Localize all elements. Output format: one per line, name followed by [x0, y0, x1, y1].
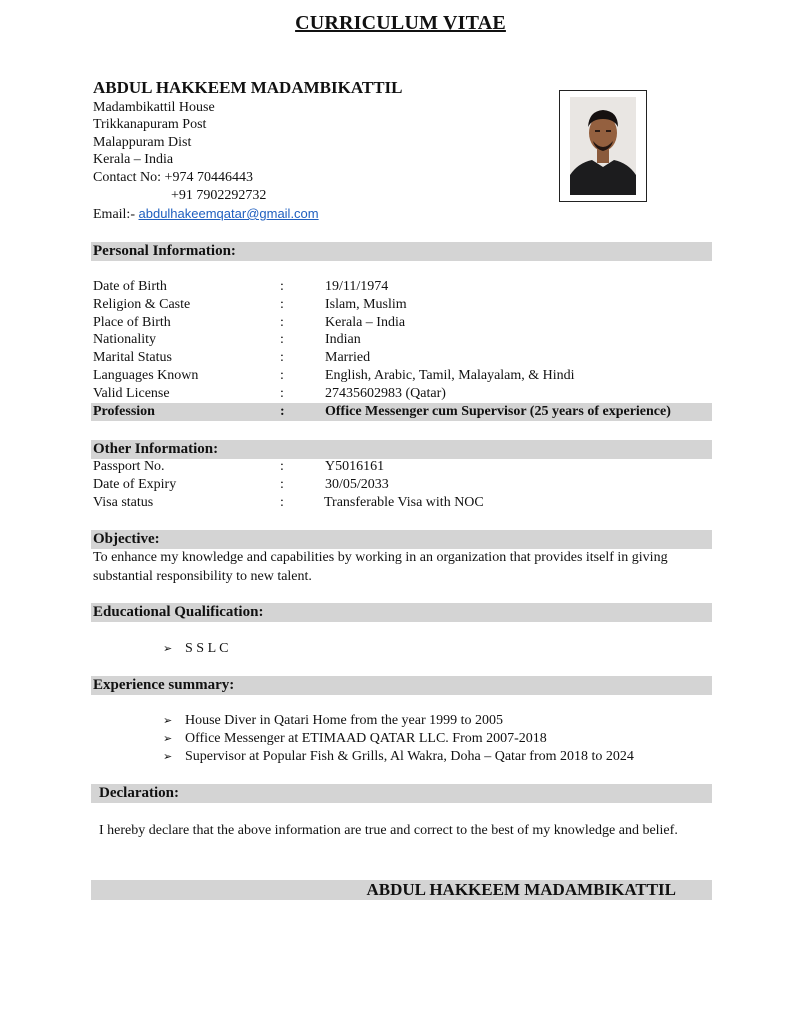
info-separator: : [280, 368, 284, 383]
info-value: Married [325, 350, 371, 365]
section-other-information [91, 440, 712, 459]
info-label: Marital Status [93, 350, 172, 365]
section-objective [91, 530, 712, 549]
contact-number-primary: Contact No: +974 70446443 [93, 170, 253, 185]
info-row-visa-status [93, 494, 713, 512]
info-row-passport [93, 458, 713, 476]
info-separator: : [280, 477, 284, 492]
info-row-valid-license [93, 385, 713, 403]
section-heading: Educational Qualification: [93, 604, 264, 620]
education-item [163, 640, 228, 658]
info-value: 19/11/1974 [325, 279, 389, 294]
info-row-religion [93, 296, 713, 314]
document-title: CURRICULUM VITAE [295, 12, 506, 34]
info-value: 30/05/2033 [325, 477, 389, 492]
arrowhead-bullet-icon: ➢ [163, 643, 173, 655]
info-value: English, Arabic, Tamil, Malayalam, & Hindi [325, 368, 575, 383]
info-row-date-of-expiry [93, 476, 713, 494]
info-row-marital-status [93, 349, 713, 367]
section-experience-summary [91, 676, 712, 695]
info-separator: : [280, 386, 284, 401]
info-row-languages [93, 367, 713, 385]
info-value: Office Messenger cum Supervisor (25 years of experience) [325, 404, 671, 419]
info-separator: : [280, 404, 285, 419]
section-heading: Declaration: [99, 785, 179, 801]
address-line-3: Malappuram Dist [93, 135, 192, 150]
declaration-text: I hereby declare that the above information are true and correct to the best of my knowledge and belief. [99, 823, 678, 838]
info-label: Place of Birth [93, 315, 171, 330]
info-label: Valid License [93, 386, 170, 401]
info-value: Kerala – India [325, 315, 406, 330]
experience-item [163, 730, 547, 748]
info-label: Date of Birth [93, 279, 167, 294]
section-heading: Experience summary: [93, 677, 235, 693]
info-value: Transferable Visa with NOC [324, 495, 484, 510]
info-separator: : [280, 495, 284, 510]
arrowhead-bullet-icon: ➢ [163, 715, 173, 727]
address-line-1: Madambikattil House [93, 100, 215, 115]
info-label: Date of Expiry [93, 477, 177, 492]
info-value: 27435602983 (Qatar) [325, 386, 446, 401]
section-declaration [91, 784, 712, 803]
address-line-4: Kerala – India [93, 152, 174, 167]
info-row-place-of-birth [93, 314, 713, 332]
info-label: Visa status [93, 495, 154, 510]
experience-item [163, 712, 503, 730]
arrowhead-bullet-icon: ➢ [163, 733, 173, 745]
info-separator: : [280, 279, 284, 294]
section-heading: Other Information: [93, 441, 219, 457]
info-separator: : [280, 297, 284, 312]
address-line-2: Trikkanapuram Post [93, 117, 207, 132]
experience-item [163, 748, 634, 766]
applicant-name: ABDUL HAKKEEM MADAMBIKATTIL [93, 78, 403, 97]
info-value: Indian [325, 332, 361, 347]
info-separator: : [280, 315, 284, 330]
education-item-text: S S L C [185, 641, 229, 656]
objective-text: To enhance my knowledge and capabilities by working in an organization that provides itself in giving substantial responsibility to new talent. [93, 550, 668, 584]
info-label: Passport No. [93, 459, 165, 474]
info-separator: : [280, 350, 284, 365]
info-label: Religion & Caste [93, 297, 191, 312]
info-row-profession [91, 403, 712, 421]
info-value: Y5016161 [325, 459, 385, 474]
contact-number-secondary: +91 7902292732 [171, 188, 267, 203]
experience-item-text: Supervisor at Popular Fish & Grills, Al Wakra, Doha – Qatar from 2018 to 2024 [185, 749, 634, 764]
section-heading: Personal Information: [93, 243, 236, 259]
info-separator: : [280, 459, 284, 474]
experience-item-text: House Diver in Qatari Home from the year 1999 to 2005 [185, 713, 504, 728]
info-label: Profession [93, 404, 155, 419]
profile-photo [559, 90, 647, 202]
info-value: Islam, Muslim [325, 297, 407, 312]
arrowhead-bullet-icon: ➢ [163, 751, 173, 763]
section-educational-qualification [91, 603, 712, 622]
info-row-nationality [93, 331, 713, 349]
section-personal-information [91, 242, 712, 261]
info-label: Languages Known [93, 368, 199, 383]
info-separator: : [280, 332, 284, 347]
email-row [93, 205, 319, 223]
info-row-date-of-birth [93, 278, 713, 296]
signature-name: ABDUL HAKKEEM MADAMBIKATTIL [366, 880, 676, 899]
person-photo-icon [570, 97, 636, 195]
section-heading: Objective: [93, 531, 160, 547]
signature-bar [91, 880, 712, 900]
experience-item-text: Office Messenger at ETIMAAD QATAR LLC. From 2007-2018 [185, 731, 547, 746]
email-link[interactable]: abdulhakeemqatar@gmail.com [138, 206, 319, 221]
email-label: Email:- [93, 207, 139, 222]
info-label: Nationality [93, 332, 156, 347]
